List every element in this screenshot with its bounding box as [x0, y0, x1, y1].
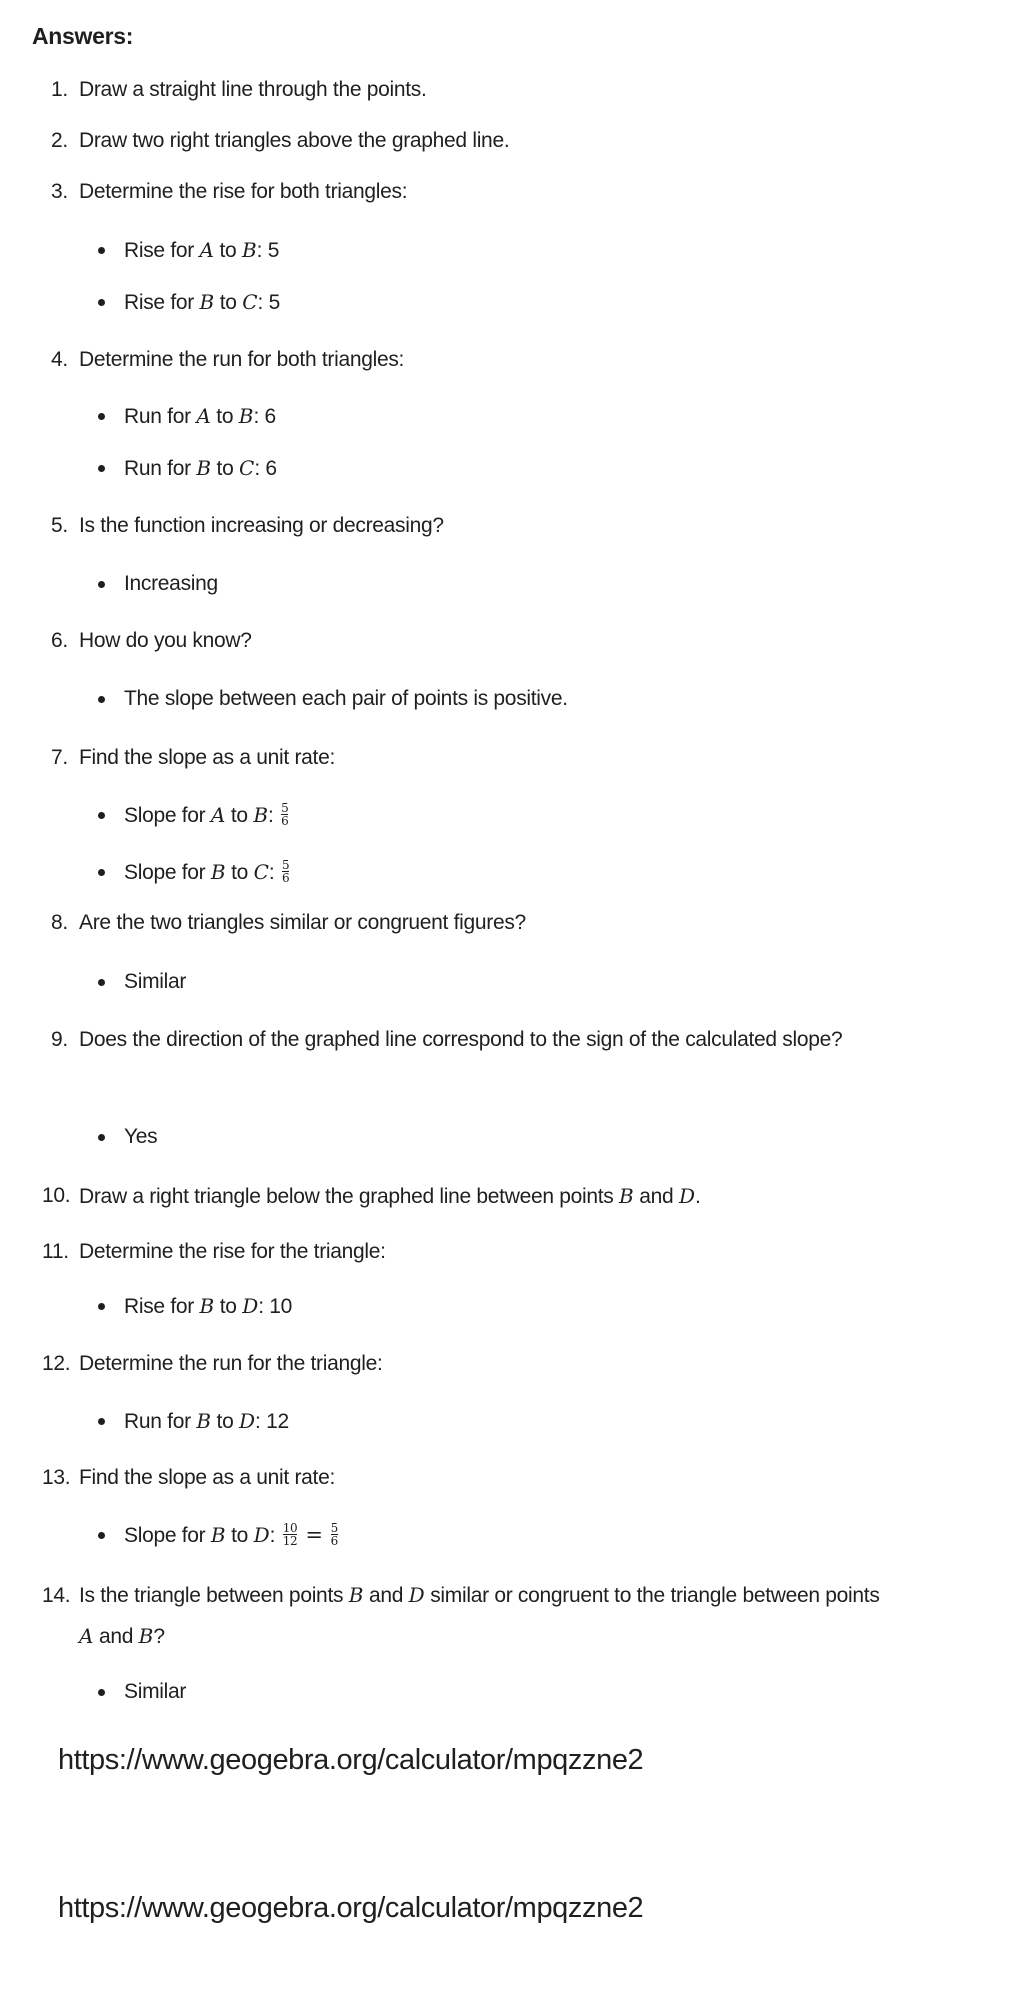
math-variable: B — [199, 1294, 215, 1318]
text: Rise for — [124, 1295, 200, 1318]
list-item — [51, 346, 405, 374]
math-variable: D — [242, 1294, 259, 1318]
bullet-item — [124, 801, 290, 830]
bullet-icon — [98, 1303, 105, 1310]
list-item — [42, 1575, 899, 1657]
text: Slope for — [124, 804, 211, 827]
math-variable: B — [241, 238, 257, 262]
text: How do you know? — [79, 629, 252, 652]
list-item — [51, 127, 510, 155]
text: Find the slope as a unit rate: — [79, 1466, 335, 1489]
bullet-item — [124, 570, 218, 598]
text: Run for — [124, 405, 197, 428]
text: Are the two triangles similar or congruent figures? — [79, 911, 526, 934]
text: similar or congruent to the triangle between points — [424, 1584, 880, 1607]
item-number: 13. — [42, 1466, 71, 1489]
text: Determine the run for the triangle: — [79, 1352, 383, 1375]
text: Is the triangle between points — [79, 1584, 349, 1607]
math-variable: A — [79, 1624, 94, 1648]
math-variable: A — [196, 404, 211, 428]
fraction — [283, 1522, 298, 1547]
text: and — [633, 1185, 679, 1208]
math-variable: B — [199, 290, 215, 314]
text: to — [211, 457, 239, 480]
text: ? — [153, 1625, 165, 1648]
list-item — [51, 76, 427, 104]
text: Rise for — [124, 291, 200, 314]
item-number: 8. — [51, 911, 68, 934]
bullet-item — [124, 454, 277, 483]
math-variable: C — [253, 860, 269, 884]
item-number: 12. — [42, 1352, 71, 1375]
answers-heading: Answers: — [32, 23, 134, 49]
bullet-icon — [98, 1689, 105, 1696]
numerator: 10 — [282, 1520, 298, 1535]
list-item — [51, 744, 335, 772]
item-number: 4. — [51, 348, 68, 371]
text: Yes — [124, 1125, 158, 1148]
math-variable: A — [210, 803, 226, 827]
bullet-item — [124, 236, 279, 265]
bullet-icon — [98, 1134, 105, 1141]
text: Determine the run for both triangles: — [79, 348, 405, 371]
fraction — [282, 859, 289, 884]
text: to — [210, 405, 239, 428]
math-variable: D — [253, 1523, 270, 1547]
list-item — [51, 512, 444, 540]
list-item — [51, 1019, 899, 1060]
text: : 10 — [258, 1295, 293, 1318]
denominator: 6 — [281, 813, 289, 828]
bullet-icon — [98, 465, 105, 472]
item-number: 11. — [42, 1240, 69, 1263]
list-item — [42, 1464, 335, 1492]
text: : — [268, 804, 280, 827]
bullet-icon — [98, 869, 105, 876]
denominator: 6 — [330, 1533, 339, 1548]
text: to — [214, 1295, 243, 1318]
item-number: 14. — [42, 1584, 71, 1607]
text: : 5 — [257, 291, 280, 314]
list-item — [51, 909, 526, 937]
text: : 6 — [254, 457, 277, 480]
item-number: 6. — [51, 629, 68, 652]
item-number: 5. — [51, 514, 68, 537]
item-number: 3. — [51, 180, 68, 203]
text: : 5 — [256, 239, 280, 262]
text: : 12 — [255, 1410, 289, 1433]
math-variable: B — [210, 860, 226, 884]
text: Increasing — [124, 572, 218, 595]
text: to — [214, 291, 243, 314]
text: The slope between each pair of points is positive. — [124, 687, 568, 710]
math-variable: B — [196, 456, 212, 480]
bullet-item — [124, 968, 186, 996]
text: : — [269, 1524, 281, 1547]
text: Draw two right triangles above the graphed line. — [79, 129, 510, 152]
math-variable: B — [138, 1624, 154, 1648]
bullet-icon — [98, 1418, 105, 1425]
text: Draw a right triangle below the graphed line between points — [79, 1185, 620, 1208]
text: Run for — [124, 457, 197, 480]
bullet-icon — [98, 247, 105, 254]
math-variable: B — [253, 803, 269, 827]
numerator: 5 — [330, 1520, 339, 1535]
bullet-item — [124, 1123, 157, 1151]
bullet-item — [124, 1407, 289, 1436]
item-number: 1. — [51, 78, 68, 101]
text: Determine the rise for the triangle: — [79, 1240, 386, 1263]
math-variable: D — [239, 1409, 256, 1433]
numerator: 5 — [281, 800, 289, 815]
bullet-item — [124, 288, 280, 317]
text: to — [225, 1524, 254, 1547]
text: Does the direction of the graphed line correspond to the sign of the calculated slope? — [79, 1028, 843, 1051]
text: Similar — [124, 1680, 187, 1703]
text: and — [363, 1584, 409, 1607]
math-variable: B — [619, 1184, 634, 1208]
text: Slope for — [124, 1524, 211, 1547]
geogebra-link[interactable]: https://www.geogebra.org/calculator/mpqzzne2 — [58, 1892, 644, 1924]
bullet-item — [124, 858, 291, 887]
text: Find the slope as a unit rate: — [79, 746, 335, 769]
text: Determine the rise for both triangles: — [79, 180, 408, 203]
numerator: 5 — [281, 857, 290, 872]
text: Similar — [124, 970, 187, 993]
bullet-icon — [98, 812, 105, 819]
math-variable: B — [238, 404, 254, 428]
math-variable: C — [242, 290, 258, 314]
item-number: 7. — [51, 746, 68, 769]
math-variable: D — [408, 1583, 425, 1607]
math-variable: B — [196, 1409, 212, 1433]
text: to — [213, 239, 242, 262]
text: Draw a straight line through the points. — [79, 78, 427, 101]
text: Is the function increasing or decreasing? — [79, 514, 444, 537]
denominator: 12 — [282, 1533, 298, 1548]
text: to — [225, 861, 254, 884]
text: : 6 — [253, 405, 276, 428]
equals-sign: = — [305, 1523, 323, 1547]
bullet-icon — [98, 299, 105, 306]
fraction — [331, 1522, 338, 1547]
bullet-item — [124, 1678, 186, 1706]
item-number: 10. — [42, 1184, 71, 1207]
list-item — [42, 1238, 386, 1266]
list-item — [51, 178, 408, 206]
text: and — [93, 1625, 139, 1648]
text: to — [211, 1410, 239, 1433]
bullet-icon — [98, 413, 105, 420]
geogebra-link[interactable]: https://www.geogebra.org/calculator/mpqzzne2 — [58, 1744, 644, 1776]
list-item — [42, 1350, 383, 1378]
math-variable: A — [199, 238, 214, 262]
text: Run for — [124, 1410, 197, 1433]
item-number: 2. — [51, 129, 68, 152]
text: Rise for — [124, 239, 200, 262]
bullet-icon — [98, 1532, 105, 1539]
math-variable: B — [210, 1523, 226, 1547]
bullet-icon — [98, 696, 105, 703]
bullet-item — [124, 1292, 292, 1321]
denominator: 6 — [281, 870, 290, 885]
bullet-item — [124, 685, 568, 713]
math-variable: C — [239, 456, 255, 480]
list-item — [42, 1182, 701, 1211]
math-variable: B — [348, 1583, 364, 1607]
bullet-item — [124, 1521, 340, 1550]
text: Slope for — [124, 861, 211, 884]
bullet-icon — [98, 581, 105, 588]
text: to — [225, 804, 254, 827]
text: : — [268, 861, 280, 884]
bullet-item — [124, 402, 276, 431]
bullet-icon — [98, 979, 105, 986]
fraction — [281, 802, 288, 827]
list-item — [51, 627, 252, 655]
text: . — [694, 1185, 701, 1208]
math-variable: D — [678, 1184, 695, 1208]
item-number: 9. — [51, 1028, 68, 1051]
